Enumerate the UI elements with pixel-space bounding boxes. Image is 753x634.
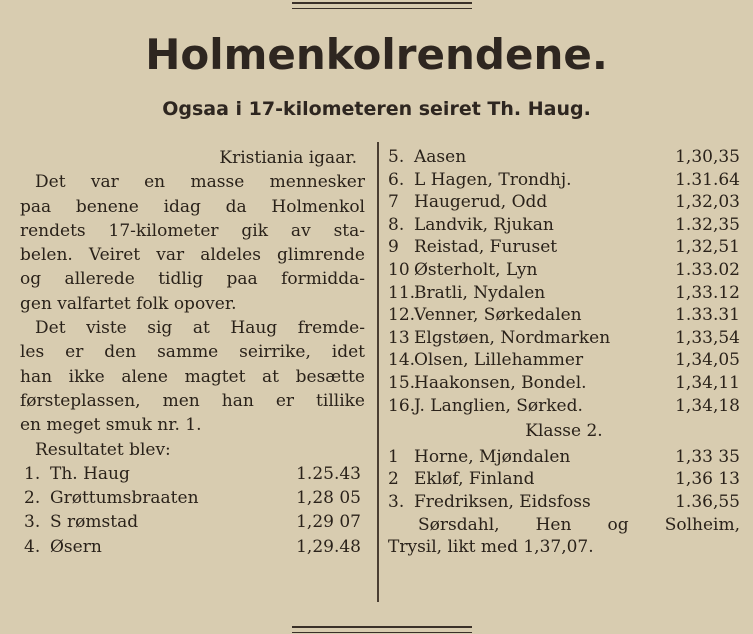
result-time: 1.33.02	[675, 259, 740, 280]
results-list-left	[20, 462, 365, 559]
text-line: rendets 17-kilometer gik av sta-	[20, 220, 365, 241]
result-name: Horne, Mjøndalen	[414, 446, 571, 467]
result-name: Grøttumsbraaten	[50, 488, 199, 509]
result-row	[388, 214, 740, 237]
text-line: Det viste sig at Haug fremde-	[35, 318, 365, 339]
result-rank: 15.	[388, 372, 416, 393]
dateline: Kristiania igaar.	[219, 148, 357, 168]
result-time: 1.32,35	[675, 214, 740, 235]
result-name: L Hagen, Trondhj.	[414, 169, 572, 190]
result-name: S rømstad	[50, 512, 139, 533]
result-name: Th. Haug	[50, 463, 130, 484]
klasse-results-list	[388, 446, 740, 514]
result-row	[388, 327, 740, 350]
result-rank: 2.	[24, 488, 41, 509]
result-name: Haugerud, Odd	[414, 192, 548, 213]
result-time: 1,34,05	[675, 350, 740, 371]
right-column	[388, 146, 740, 559]
result-row	[388, 191, 740, 214]
result-rank: 11.	[388, 282, 416, 303]
result-row	[388, 259, 740, 282]
result-rank: 14.	[388, 350, 416, 371]
result-rank: 16.	[388, 395, 416, 416]
result-rank: 6.	[388, 169, 405, 190]
result-row	[388, 304, 740, 327]
result-name: Venner, Sørkedalen	[414, 305, 582, 326]
left-column	[20, 146, 365, 559]
result-row	[388, 236, 740, 259]
result-row	[20, 510, 365, 534]
result-rank: 5.	[388, 147, 405, 167]
column-divider	[377, 142, 379, 602]
result-row	[388, 395, 740, 418]
result-name: Østerholt, Lyn	[414, 259, 538, 280]
result-name: Haakonsen, Bondel.	[414, 372, 587, 393]
result-time: 1,30,35	[675, 147, 740, 167]
top-rule	[292, 2, 472, 9]
result-name: Landvik, Rjukan	[414, 214, 554, 235]
text-line: gen valfartet folk opover.	[20, 293, 237, 314]
result-name: Reistad, Furuset	[414, 237, 558, 258]
bottom-rule	[292, 626, 472, 633]
result-time: 1,33,54	[675, 327, 740, 348]
result-rank: 10	[388, 259, 410, 280]
result-time: 1,33 35	[675, 446, 740, 467]
result-row	[388, 491, 740, 514]
tail-paragraph	[388, 514, 740, 559]
result-time: 1,36 13	[675, 469, 740, 490]
text-line: Sørsdahl, Hen og Solheim,	[418, 514, 740, 535]
result-row	[388, 446, 740, 469]
result-name: Aasen	[414, 147, 467, 167]
result-row	[388, 169, 740, 192]
result-time: 1,33.12	[675, 282, 740, 303]
subheadline: Ogsaa i 17-kilometeren seiret Th. Haug.	[162, 98, 591, 120]
text-line: og allerede tidlig paa formidda-	[20, 269, 365, 290]
text-line: Det var en masse mennesker	[35, 172, 365, 193]
result-rank: 3.	[388, 491, 405, 512]
result-rank: 12.	[388, 305, 416, 326]
result-rank: 9	[388, 237, 399, 258]
result-time: 1,32,03	[675, 192, 740, 213]
result-rank: 1.	[24, 463, 41, 484]
result-rank: 2	[388, 469, 399, 490]
results-heading: Resultatet blev:	[35, 439, 171, 460]
result-time: 1.36,55	[675, 491, 740, 512]
result-time: 1.31.64	[675, 169, 740, 190]
result-row	[388, 468, 740, 491]
result-name: Ekløf, Finland	[414, 469, 535, 490]
text-line: les er den samme seirrike, idet	[20, 342, 365, 363]
paragraph-1	[20, 170, 365, 316]
result-row	[388, 282, 740, 305]
result-time: 1,28 05	[296, 488, 361, 509]
paragraph-2	[20, 316, 365, 437]
result-name: Fredriksen, Eidsfoss	[414, 491, 591, 512]
result-time: 1,32,51	[675, 237, 740, 258]
result-rank: 13	[388, 327, 410, 348]
result-time: 1,34,11	[675, 372, 740, 393]
result-row	[20, 462, 365, 486]
result-row	[388, 349, 740, 372]
result-rank: 7	[388, 192, 399, 213]
text-line: paa benene idag da Holmenkol	[20, 196, 365, 217]
results-list-right	[388, 146, 740, 417]
text-line: Trysil, likt med 1,37,07.	[388, 537, 594, 558]
result-time: 1.33.31	[675, 305, 740, 326]
result-time: 1.25.43	[296, 463, 361, 484]
text-line: en meget smuk nr. 1.	[20, 415, 202, 436]
klasse-heading: Klasse 2.	[525, 421, 603, 442]
result-time: 1,29 07	[296, 512, 361, 533]
result-row	[20, 486, 365, 510]
result-rank: 4.	[24, 536, 41, 557]
result-name: Bratli, Nydalen	[414, 282, 546, 303]
result-time: 1,29.48	[296, 536, 361, 557]
result-row	[20, 535, 365, 559]
result-name: Øsern	[50, 536, 102, 557]
result-time: 1,34,18	[675, 395, 740, 416]
text-line: belen. Veiret var aldeles glimrende	[20, 245, 365, 266]
result-rank: 8.	[388, 214, 405, 235]
result-row	[388, 146, 740, 169]
result-name: Elgstøen, Nordmarken	[414, 327, 611, 348]
result-rank: 1	[388, 446, 399, 467]
result-rank: 3.	[24, 512, 41, 533]
result-name: J. Langlien, Sørked.	[414, 395, 583, 416]
text-line: førsteplassen, men han er tillike	[20, 390, 365, 411]
headline: Holmenkolrendene.	[145, 30, 608, 79]
text-line: han ikke alene magtet at besætte	[20, 366, 365, 387]
result-row	[388, 372, 740, 395]
result-name: Olsen, Lillehammer	[414, 350, 584, 371]
